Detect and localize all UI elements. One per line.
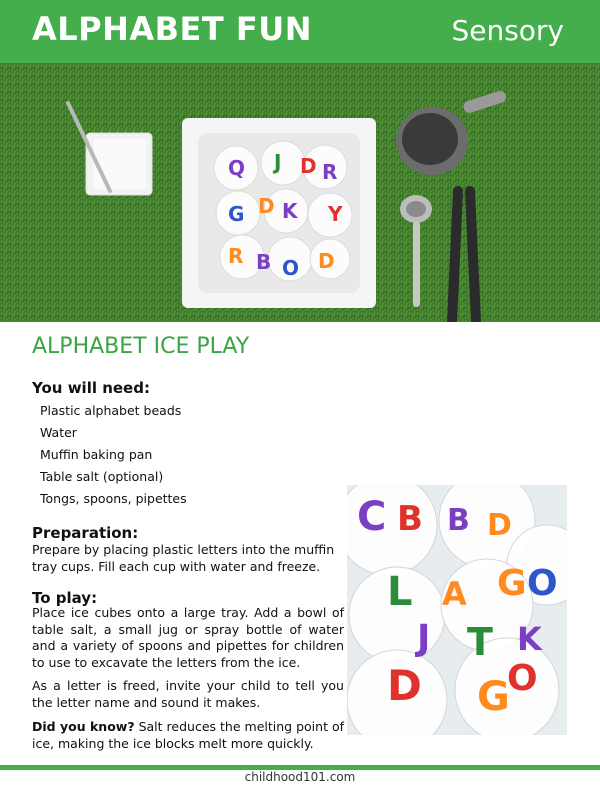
did-you-know-text: Salt reduces the melting point of ice, making the ice blocks melt more quickly.	[32, 719, 345, 751]
svg-text:K: K	[282, 199, 298, 223]
play-heading: To play:	[32, 589, 98, 607]
list-item: Table salt (optional)	[40, 469, 164, 484]
svg-text:G: G	[228, 202, 245, 226]
svg-text:B: B	[397, 499, 423, 539]
svg-text:R: R	[322, 160, 338, 184]
svg-text:T: T	[467, 620, 493, 664]
svg-text:C: C	[357, 494, 387, 540]
footer-site: childhood101.com	[244, 770, 356, 784]
list-item: Tongs, spoons, pipettes	[40, 491, 187, 506]
svg-text:Q: Q	[228, 156, 246, 180]
svg-text:D: D	[387, 661, 422, 710]
needs-heading: You will need:	[32, 379, 150, 397]
list-item: Plastic alphabet beads	[40, 403, 182, 418]
preparation-text: Prepare by placing plastic letters into the muffin tray cups. Fill each cup with water and freeze.	[32, 542, 335, 574]
svg-text:Y: Y	[328, 202, 343, 226]
list-item: Water	[40, 425, 77, 440]
category-label: Sensory	[451, 14, 564, 47]
did-you-know-label: Did you know?	[32, 719, 135, 734]
did-you-know	[32, 719, 344, 752]
list-item: Muffin baking pan	[40, 447, 153, 462]
play-paragraph-1: Place ice cubes onto a large tray. Add a bowl of table salt, a small jug or spray bottle of water and a variety of spoons and pipettes for children to use to excavate the letters from the ice.	[32, 605, 344, 670]
hero-photo-illustration	[0, 63, 600, 322]
ice-closeup-illustration	[347, 485, 567, 735]
svg-text:O: O	[507, 658, 538, 699]
needs-list	[40, 402, 187, 512]
header-banner	[0, 0, 600, 63]
svg-text:J: J	[417, 618, 431, 659]
svg-text:R: R	[228, 244, 244, 268]
svg-text:B: B	[256, 250, 272, 274]
svg-text:D: D	[318, 249, 335, 273]
activity-title: ALPHABET ICE PLAY	[32, 334, 250, 359]
svg-text:G: G	[477, 674, 510, 720]
page-title: ALPHABET FUN	[32, 10, 312, 48]
svg-text:O: O	[527, 563, 558, 604]
svg-text:K: K	[517, 620, 542, 658]
play-paragraph-2: As a letter is freed, invite your child to tell you the letter name and sound it makes.	[32, 678, 344, 710]
svg-text:L: L	[387, 569, 413, 615]
hero-photo	[0, 63, 600, 322]
svg-text:A: A	[442, 575, 467, 613]
svg-text:D: D	[258, 194, 275, 218]
svg-text:B: B	[447, 503, 470, 538]
preparation-heading: Preparation:	[32, 524, 139, 542]
svg-text:J: J	[274, 150, 282, 174]
svg-text:D: D	[487, 508, 512, 543]
svg-text:O: O	[282, 256, 300, 280]
ice-closeup-photo	[347, 485, 567, 735]
svg-text:D: D	[300, 154, 317, 178]
svg-text:G: G	[497, 563, 527, 604]
